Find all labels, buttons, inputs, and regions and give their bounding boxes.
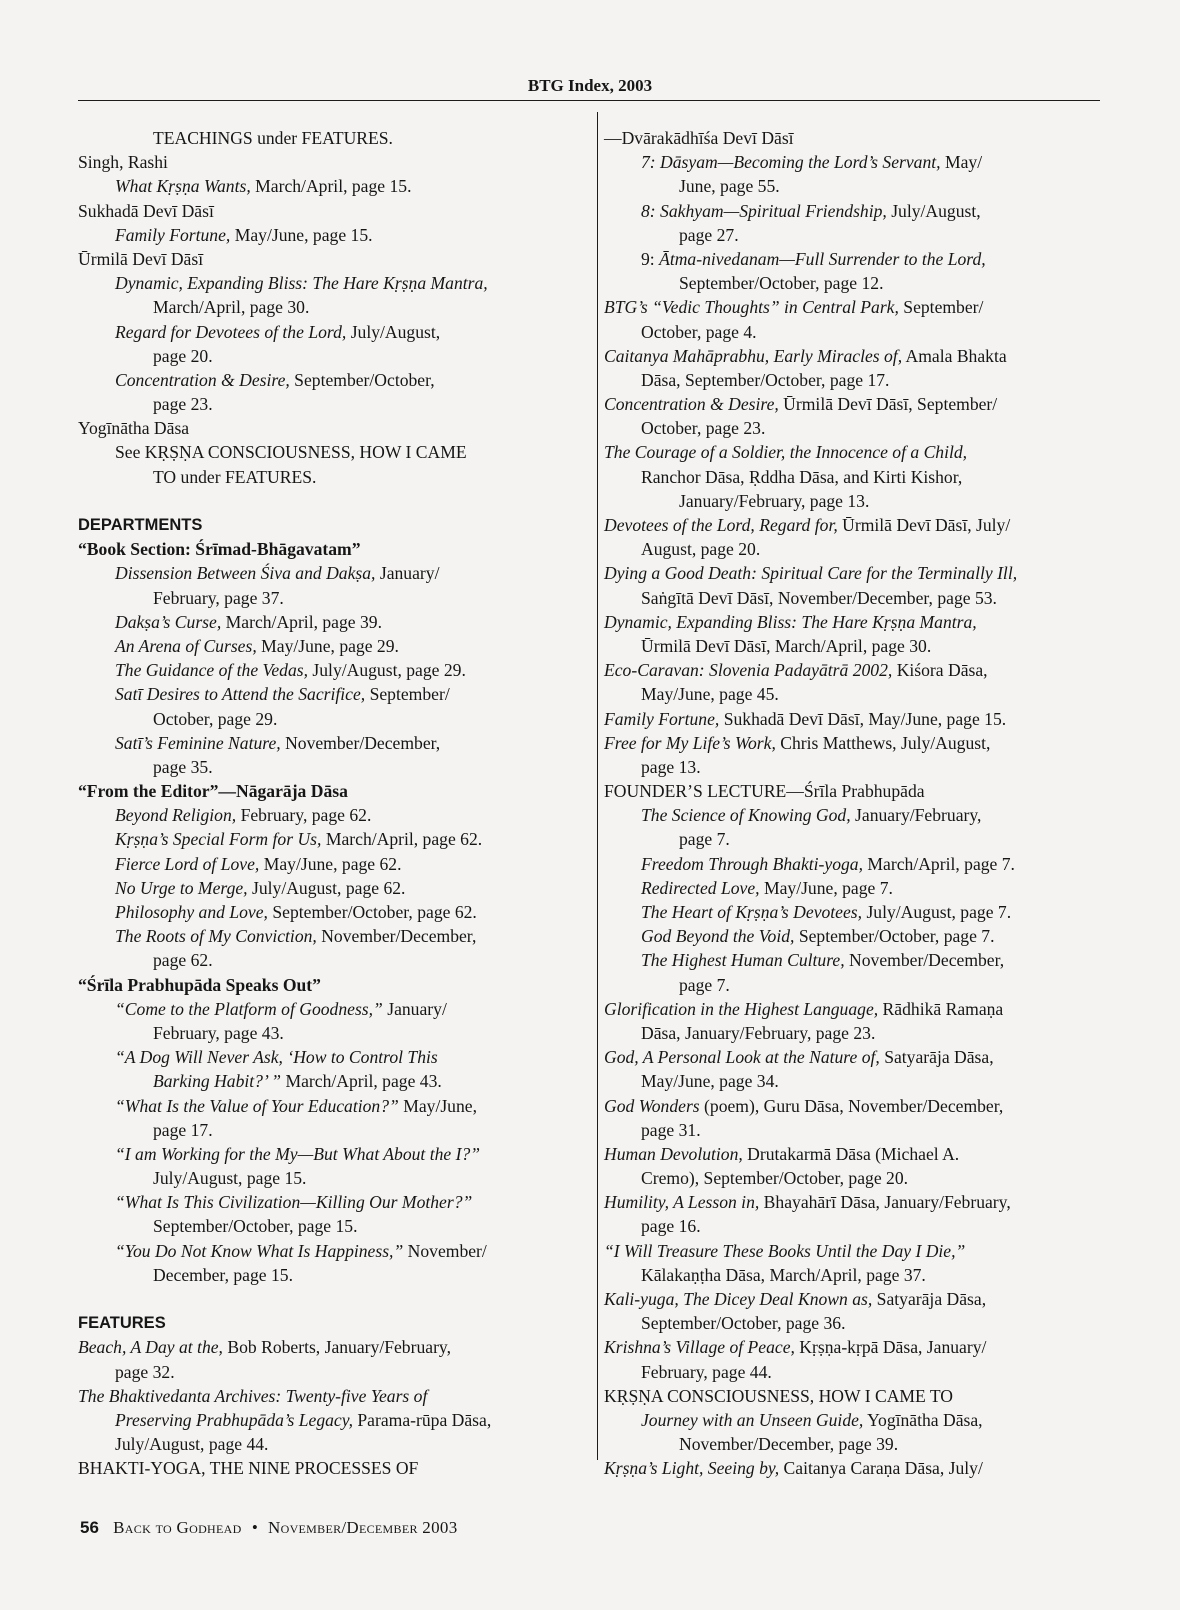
- index-line: Kṛṣṇa’s Special Form for Us, March/April, page 62.: [115, 829, 483, 850]
- index-line: February, page 43.: [153, 1022, 284, 1043]
- index-line: Kālakaṇṭha Dāsa, March/April, page 37.: [641, 1264, 926, 1285]
- index-line: September/October, page 15.: [153, 1216, 358, 1237]
- index-line: October, page 4.: [641, 321, 757, 342]
- index-line: October, page 23.: [641, 418, 766, 439]
- index-line: Dakṣa’s Curse, March/April, page 39.: [115, 611, 382, 632]
- index-line: page 7.: [679, 829, 730, 850]
- index-line: Saṅgītā Devī Dāsī, November/December, page 53.: [641, 587, 997, 608]
- page-number: 56: [80, 1518, 99, 1537]
- index-line: An Arena of Curses, May/June, page 29.: [115, 635, 399, 656]
- index-line: Dynamic, Expanding Bliss: The Hare Kṛṣṇa Mantra,: [115, 273, 488, 294]
- index-line: The Guidance of the Vedas, July/August, page 29.: [115, 660, 466, 681]
- index-line: 9: Ātma-nivedanam—Full Surrender to the Lord,: [641, 248, 986, 269]
- index-line: Ranchor Dāsa, Ṛddha Dāsa, and Kirti Kishor,: [641, 466, 963, 487]
- index-line: March/April, page 30.: [153, 297, 310, 318]
- index-line: “I Will Treasure These Books Until the Day I Die,”: [604, 1240, 966, 1261]
- index-line: KṚṢṆA CONSCIOUSNESS, HOW I CAME TO: [604, 1385, 954, 1406]
- index-line: What Kṛṣṇa Wants, March/April, page 15.: [115, 176, 412, 197]
- index-line: No Urge to Merge, July/August, page 62.: [115, 877, 406, 898]
- index-line: God, A Personal Look at the Nature of, Satyarāja Dāsa,: [604, 1047, 994, 1068]
- index-line: Kṛṣṇa’s Light, Seeing by, Caitanya Caraṇa Dāsa, July/: [604, 1458, 983, 1479]
- index-line: page 17.: [153, 1119, 213, 1140]
- header-rule: [78, 100, 1100, 101]
- index-line: “What Is the Value of Your Education?” May/June,: [115, 1095, 477, 1116]
- section-heading: FEATURES: [78, 1314, 166, 1333]
- subsection-heading: “Śrīla Prabhupāda Speaks Out”: [78, 974, 321, 995]
- index-line: May/June, page 45.: [641, 684, 779, 705]
- index-line: The Bhaktivedanta Archives: Twenty-five Years of: [78, 1385, 428, 1406]
- index-line: Glorification in the Highest Language, Rādhikā Ramaṇa: [604, 998, 1004, 1019]
- index-line: TO under FEATURES.: [153, 466, 317, 487]
- index-line: Dissension Between Śiva and Dakṣa, January/: [115, 563, 440, 584]
- index-line: “You Do Not Know What Is Happiness,” November/: [115, 1240, 487, 1261]
- index-line: page 62.: [153, 950, 213, 971]
- index-line: Dynamic, Expanding Bliss: The Hare Kṛṣṇa Mantra,: [604, 611, 977, 632]
- index-line: See KṚṢṆA CONSCIOUSNESS, HOW I CAME: [115, 442, 467, 463]
- index-line: July/August, page 44.: [115, 1434, 269, 1455]
- index-line: page 7.: [679, 974, 730, 995]
- index-line: Ūrmilā Devī Dāsī, March/April, page 30.: [641, 635, 932, 656]
- index-line: September/October, page 12.: [679, 273, 884, 294]
- page-footer: [80, 1518, 458, 1538]
- index-line: God Beyond the Void, September/October, page 7.: [641, 926, 995, 947]
- issue-date: November/December 2003: [268, 1518, 458, 1537]
- index-line: Philosophy and Love, September/October, page 62.: [115, 902, 477, 922]
- index-line: 7: Dāsyam—Becoming the Lord’s Servant, May/: [641, 152, 983, 173]
- index-line: The Roots of My Conviction, November/December,: [115, 926, 477, 947]
- subsection-heading: “From the Editor”—Nāgarāja Dāsa: [78, 781, 348, 802]
- index-line: The Heart of Kṛṣṇa’s Devotees, July/August, page 7.: [641, 902, 1012, 922]
- index-line: Human Devolution, Drutakarmā Dāsa (Michael A.: [604, 1143, 960, 1164]
- index-line: “I am Working for the My—But What About the I?”: [115, 1143, 481, 1164]
- index-line: “What Is This Civilization—Killing Our Mother?”: [115, 1192, 473, 1213]
- index-line: page 13.: [641, 756, 701, 777]
- index-line: Cremo), September/October, page 20.: [641, 1168, 909, 1189]
- index-line: Regard for Devotees of the Lord, July/August,: [115, 321, 441, 342]
- index-line: page 27.: [679, 224, 739, 245]
- index-line: God Wonders (poem), Guru Dāsa, November/December,: [604, 1095, 1004, 1116]
- index-line: October, page 29.: [153, 708, 278, 729]
- running-header: BTG Index, 2003: [527, 76, 653, 95]
- magazine-name: Back to Godhead: [113, 1518, 242, 1537]
- index-line: Redirected Love, May/June, page 7.: [641, 877, 893, 898]
- index-line: BTG’s “Vedic Thoughts” in Central Park, September/: [604, 297, 984, 318]
- index-line: “Come to the Platform of Goodness,” January/: [115, 998, 447, 1019]
- index-line: Singh, Rashi: [78, 152, 168, 173]
- index-line: page 20.: [153, 345, 213, 366]
- index-line: Barking Habit?’ ” March/April, page 43.: [153, 1071, 442, 1092]
- index-line: BHAKTI-YOGA, THE NINE PROCESSES OF: [78, 1458, 419, 1479]
- index-line: June, page 55.: [679, 176, 780, 197]
- index-line: August, page 20.: [641, 539, 761, 560]
- index-line: Journey with an Unseen Guide, Yogīnātha Dāsa,: [641, 1409, 983, 1430]
- index-line: February, page 37.: [153, 587, 284, 608]
- index-line: Dāsa, January/February, page 23.: [641, 1022, 876, 1043]
- index-line: page 35.: [153, 756, 213, 777]
- index-line: Dāsa, September/October, page 17.: [641, 369, 890, 390]
- index-line: Ūrmilā Devī Dāsī: [78, 248, 204, 269]
- column-divider: [597, 112, 598, 1460]
- index-line: Dying a Good Death: Spiritual Care for the Terminally Ill,: [604, 563, 1018, 584]
- index-line: page 16.: [641, 1216, 701, 1237]
- index-line: page 32.: [115, 1361, 175, 1382]
- index-line: [78, 489, 588, 513]
- index-line: Krishna’s Village of Peace, Kṛṣṇa-kṛpā Dāsa, January/: [604, 1337, 987, 1358]
- index-line: 8: Sakhyam—Spiritual Friendship, July/August,: [641, 200, 981, 221]
- section-heading: DEPARTMENTS: [78, 516, 203, 534]
- index-column-right: [604, 126, 1100, 1481]
- index-line: February, page 44.: [641, 1361, 772, 1382]
- index-line: September/October, page 36.: [641, 1313, 846, 1334]
- index-line: Kali-yuga, The Dicey Deal Known as, Satyarāja Dāsa,: [604, 1289, 987, 1309]
- index-line: FOUNDER’S LECTURE—Śrīla Prabhupāda: [604, 781, 925, 802]
- index-line: December, page 15.: [153, 1264, 293, 1285]
- index-line: Satī Desires to Attend the Sacrifice, September/: [115, 684, 450, 705]
- index-line: The Science of Knowing God, January/February,: [641, 805, 982, 826]
- index-line: Devotees of the Lord, Regard for, Ūrmilā Devī Dāsī, July/: [604, 515, 1011, 535]
- index-line: Satī’s Feminine Nature, November/December,: [115, 732, 441, 753]
- index-line: Yogīnātha Dāsa: [78, 418, 190, 439]
- index-line: The Highest Human Culture, November/December,: [641, 950, 1005, 971]
- index-line: Family Fortune, Sukhadā Devī Dāsī, May/June, page 15.: [604, 708, 1007, 729]
- index-line: May/June, page 34.: [641, 1071, 779, 1092]
- index-line: January/February, page 13.: [679, 490, 870, 511]
- index-line: Concentration & Desire, September/October,: [115, 369, 435, 390]
- index-line: July/August, page 15.: [153, 1168, 307, 1189]
- index-line: page 23.: [153, 394, 213, 415]
- index-line: Preserving Prabhupāda’s Legacy, Parama-rūpa Dāsa,: [115, 1409, 492, 1430]
- index-line: [78, 1287, 588, 1311]
- index-line: Sukhadā Devī Dāsī: [78, 200, 214, 221]
- index-line: Concentration & Desire, Ūrmilā Devī Dāsī, September/: [604, 394, 998, 415]
- index-line: Eco-Caravan: Slovenia Padayātrā 2002, Kiśora Dāsa,: [604, 660, 988, 681]
- index-line: Freedom Through Bhakti-yoga, March/April, page 7.: [641, 853, 1015, 874]
- index-line: “A Dog Will Never Ask, ‘How to Control This: [115, 1047, 438, 1068]
- index-line: Free for My Life’s Work, Chris Matthews, July/August,: [604, 732, 991, 753]
- index-line: page 31.: [641, 1119, 701, 1140]
- index-line: Humility, A Lesson in, Bhayahārī Dāsa, January/February,: [604, 1192, 1011, 1213]
- subsection-heading: “Book Section: Śrīmad-Bhāgavatam”: [78, 539, 361, 560]
- index-column-left: [78, 126, 588, 1481]
- index-line: Family Fortune, May/June, page 15.: [115, 224, 373, 245]
- index-line: Beach, A Day at the, Bob Roberts, January/February,: [78, 1337, 451, 1358]
- footer-separator: •: [251, 1518, 258, 1537]
- index-line: —Dvārakādhīśa Devī Dāsī: [604, 128, 794, 148]
- index-line: TEACHINGS under FEATURES.: [153, 128, 393, 148]
- index-line: Caitanya Mahāprabhu, Early Miracles of, Amala Bhakta: [604, 345, 1007, 366]
- index-line: The Courage of a Soldier, the Innocence of a Child,: [604, 442, 968, 463]
- index-line: Beyond Religion, February, page 62.: [115, 805, 372, 826]
- index-line: November/December, page 39.: [679, 1434, 899, 1455]
- index-line: Fierce Lord of Love, May/June, page 62.: [115, 853, 402, 874]
